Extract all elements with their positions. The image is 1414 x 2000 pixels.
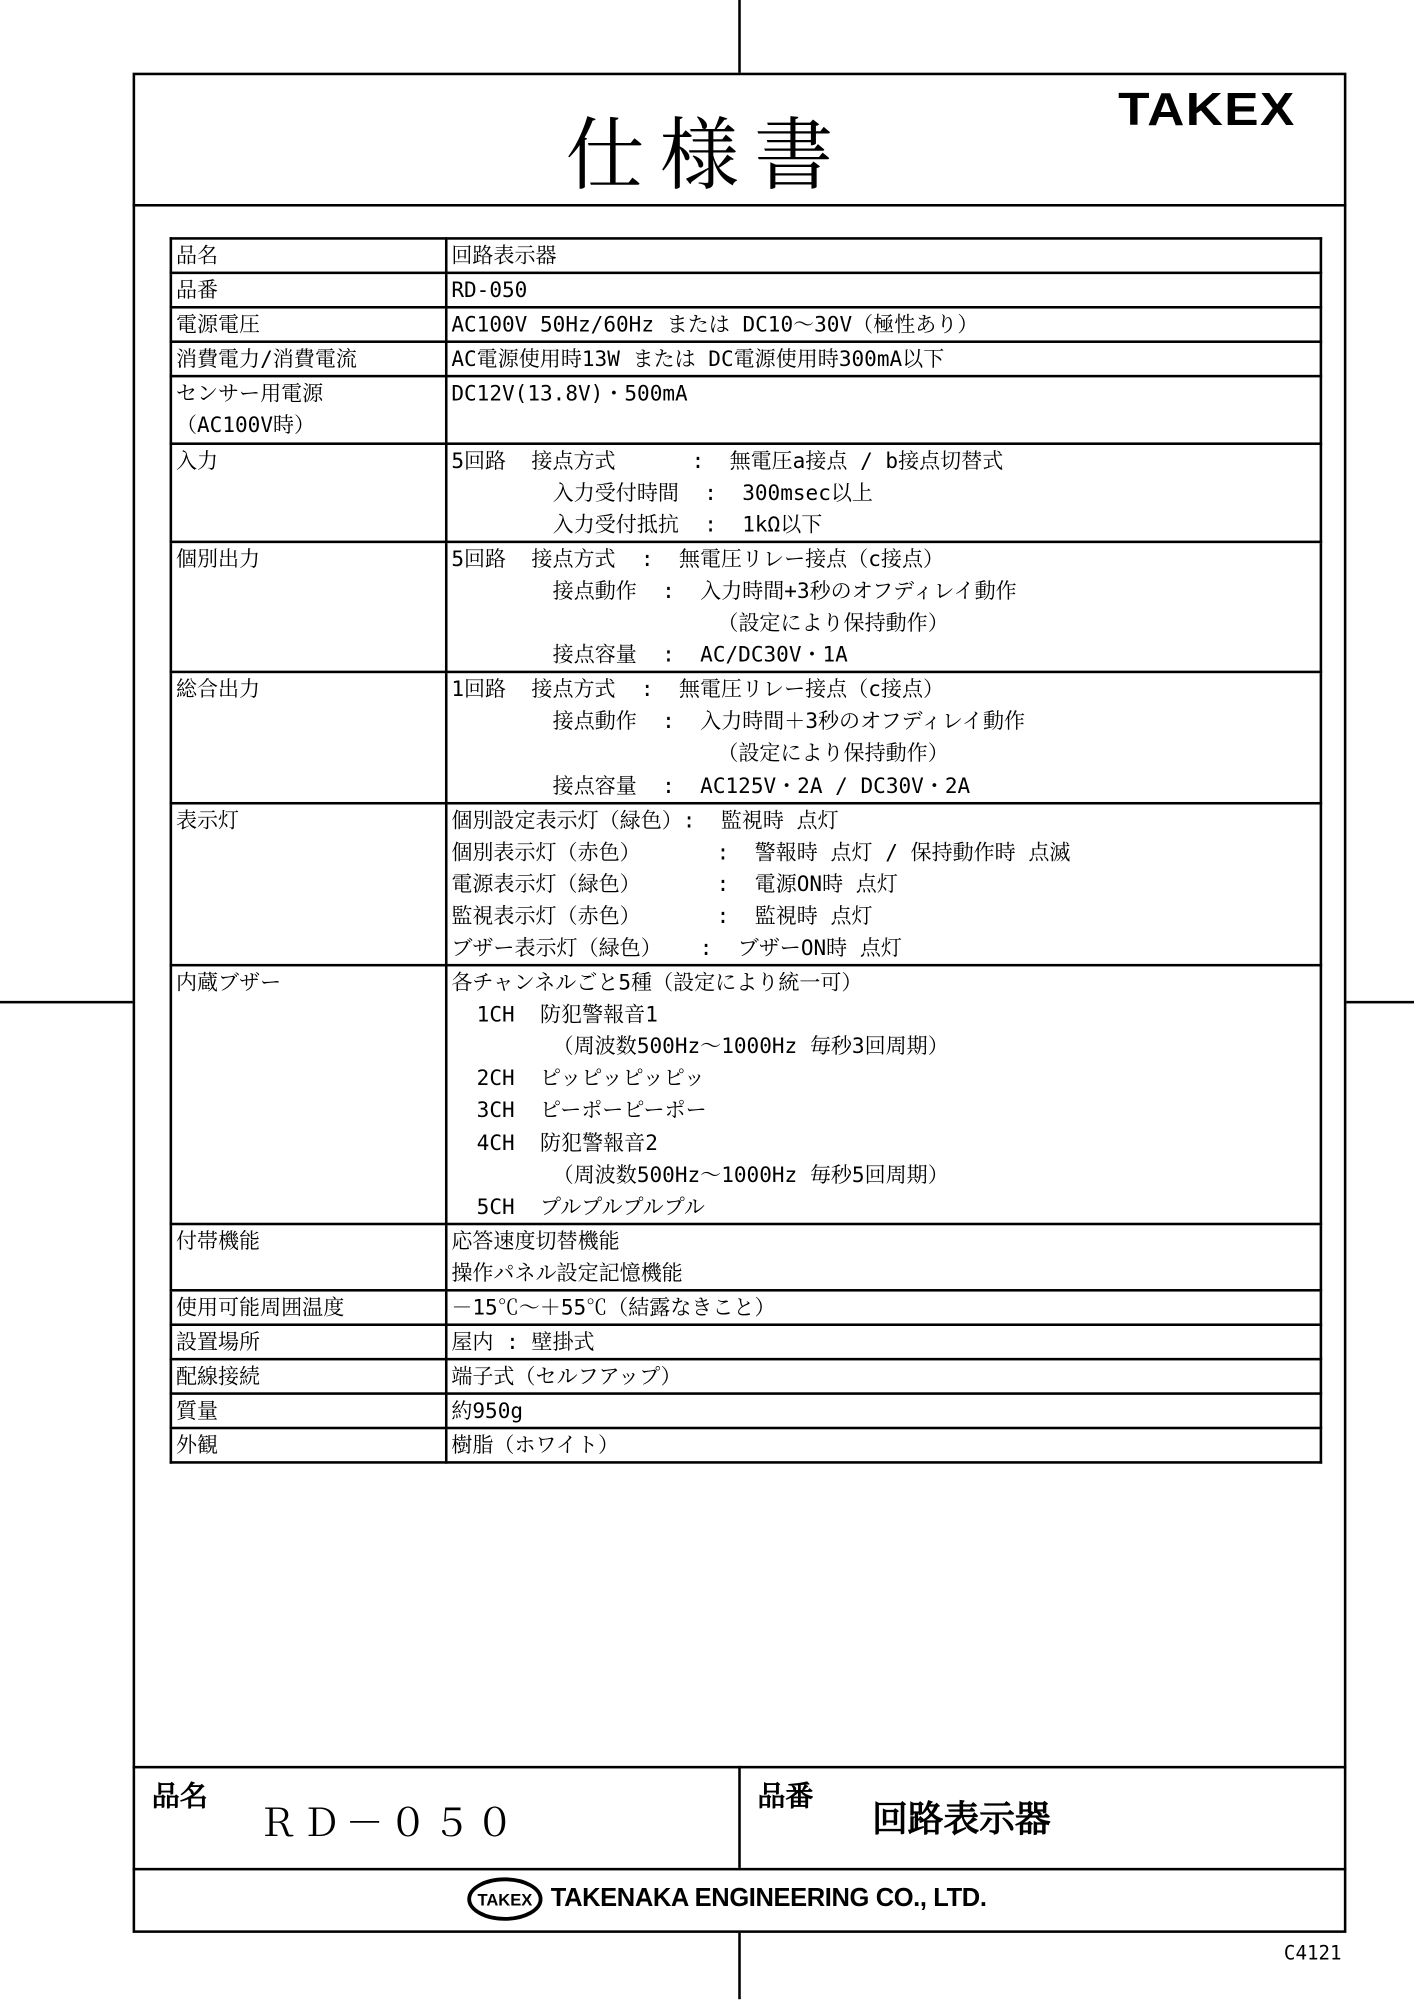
- spec-key-cell-line: センサー用電源: [175, 381, 324, 406]
- spec-value-cell: [446, 273, 1321, 308]
- spec-value-cell-line: 5CH プルプルプルプル: [451, 1194, 705, 1219]
- spec-key-cell: [171, 965, 446, 1224]
- spec-value-cell: [446, 542, 1321, 673]
- spec-value-cell-line: ブザー表示灯（緑色） : ブザーON時 点灯: [451, 935, 902, 961]
- spec-value-cell: [446, 672, 1321, 803]
- spec-value-cell-line: AC100V 50Hz/60Hz または DC10～30V（極性あり）: [451, 312, 979, 337]
- spec-value-cell-line: 操作パネル設定記憶機能: [451, 1260, 683, 1286]
- spec-value-cell-line: 5回路 接点方式 : 無電圧リレー接点（c接点）: [451, 546, 945, 572]
- spec-value-cell-line: 電源表示灯（緑色） : 電源ON時 点灯: [451, 871, 898, 897]
- spec-key-cell-line: [176, 1031, 445, 1063]
- spec-key-cell-line: 配線接続: [175, 1364, 261, 1389]
- brand-logo: TAKEX: [1118, 82, 1296, 136]
- spec-key-cell-line: 付帯機能: [175, 1228, 261, 1254]
- spec-value-cell-line: 端子式（セルフアップ）: [451, 1364, 682, 1389]
- crop-mark-bottom: [738, 1933, 741, 1999]
- takex-emblem: [467, 1877, 543, 1922]
- spec-value-cell-line: 約950g: [451, 1399, 524, 1424]
- crop-mark-top: [738, 0, 741, 73]
- spec-key-cell: [171, 308, 446, 343]
- spec-key-cell: [171, 238, 446, 273]
- spec-value-cell-line: 接点容量 : AC125V・2A / DC30V・2A: [451, 773, 971, 798]
- spec-value-cell-line: 各チャンネルごと5種（設定により統一可）: [451, 970, 863, 995]
- spec-key-cell: [171, 273, 446, 308]
- spec-key-cell-line: [176, 769, 445, 801]
- footer-label-right: 品番: [757, 1781, 814, 1814]
- spec-value-cell: [446, 1224, 1321, 1291]
- spec-key-cell: [171, 803, 446, 966]
- company-name: TAKENAKA ENGINEERING CO., LTD.: [550, 1884, 987, 1913]
- spec-key-cell-line: 外観: [175, 1433, 219, 1458]
- spec-key-cell: [171, 1359, 446, 1394]
- crop-mark-right: [1346, 1001, 1414, 1004]
- spec-value-cell-line: （設定により保持動作）: [451, 610, 949, 635]
- spec-key-cell-line: 表示灯: [175, 807, 240, 833]
- spec-value-cell-line: 屋内 : 壁掛式: [451, 1329, 595, 1355]
- spec-value-cell-line: 1回路 接点方式 : 無電圧リレー接点（c接点）: [451, 677, 945, 702]
- spec-value-cell-line: 接点動作 : 入力時間＋3秒のオフディレイ動作: [451, 709, 1026, 734]
- spec-value-cell-line: 4CH 防犯警報音2: [451, 1130, 658, 1155]
- document-code: C4121: [1283, 1941, 1342, 1965]
- spec-row: [171, 1394, 1321, 1429]
- spec-value-cell-line: （周波数500Hz～1000Hz 毎秒3回周期）: [451, 1034, 949, 1059]
- spec-key-cell-line: [176, 1257, 445, 1289]
- spec-value-cell-line: 3CH ピーポーピーポー: [451, 1098, 707, 1123]
- spec-key-cell: [171, 1325, 446, 1360]
- spec-row: [171, 803, 1321, 966]
- footer-divider-bottom: [133, 1868, 1347, 1871]
- spec-row: [171, 965, 1321, 1224]
- spec-table: [170, 237, 1323, 1464]
- spec-key-cell-line: 設置場所: [175, 1329, 261, 1355]
- spec-value-cell: [446, 803, 1321, 966]
- spec-key-cell: [171, 1224, 446, 1291]
- spec-key-cell-line: [176, 575, 445, 607]
- spec-key-cell: [171, 542, 446, 673]
- crop-mark-left: [0, 1001, 133, 1004]
- spec-key-cell-line: [176, 1190, 445, 1222]
- spec-key-cell-line: （AC100V時）: [175, 413, 316, 438]
- spec-key-cell-line: [176, 1127, 445, 1159]
- spec-value-cell: [446, 1359, 1321, 1394]
- spec-key-cell-line: [176, 607, 445, 639]
- spec-key-cell: [171, 1290, 446, 1325]
- spec-key-cell-line: [176, 508, 445, 540]
- spec-value-cell: [446, 1325, 1321, 1360]
- spec-row: [171, 377, 1321, 444]
- spec-value-cell-line: 5回路 接点方式 : 無電圧a接点 / b接点切替式: [451, 448, 1004, 473]
- spec-value-cell: [446, 965, 1321, 1224]
- footer-value-right: 回路表示器: [872, 1797, 1051, 1840]
- spec-value-cell-line: 2CH ピッピッピッピッ: [451, 1066, 705, 1091]
- spec-key-cell-line: [176, 836, 445, 868]
- spec-value-cell-line: AC電源使用時13W または DC電源使用時300mA以下: [451, 347, 945, 372]
- spec-value-cell-line: （周波数500Hz～1000Hz 毎秒5回周期）: [451, 1162, 949, 1187]
- spec-key-cell-line: 品名: [175, 243, 219, 268]
- spec-key-cell-line: [176, 476, 445, 508]
- spec-key-cell-line: [176, 999, 445, 1031]
- spec-value-cell: [446, 238, 1321, 273]
- spec-value-cell-line: －15℃～＋55℃（結露なきこと）: [451, 1295, 776, 1320]
- spec-value-cell-line: 監視表示灯（赤色） : 監視時 点灯: [451, 903, 873, 929]
- spec-value-cell-line: 1CH 防犯警報音1: [451, 1002, 658, 1027]
- spec-key-cell-line: 個別出力: [175, 546, 261, 572]
- spec-key-cell: [171, 1394, 446, 1429]
- spec-value-cell-line: 個別表示灯（赤色） : 警報時 点灯 / 保持動作時 点滅: [451, 839, 1071, 865]
- spec-value-cell: [446, 377, 1321, 444]
- spec-key-cell-line: 質量: [175, 1399, 219, 1424]
- spec-value-cell: [446, 1394, 1321, 1429]
- spec-row: [171, 1224, 1321, 1291]
- spec-value-cell: [446, 342, 1321, 377]
- spec-key-cell: [171, 672, 446, 803]
- spec-value-cell: [446, 443, 1321, 542]
- spec-value-cell-line: 入力受付抵抗 : 1kΩ以下: [451, 512, 823, 537]
- spec-key-cell: [171, 443, 446, 542]
- spec-key-cell: [171, 342, 446, 377]
- spec-row: [171, 238, 1321, 273]
- spec-value-cell-line: 樹脂（ホワイト）: [451, 1433, 620, 1458]
- spec-row: [171, 273, 1321, 308]
- spec-key-cell-line: 総合出力: [175, 677, 261, 702]
- emblem-text: TAKEX: [477, 1890, 533, 1910]
- spec-key-cell-line: [176, 639, 445, 671]
- spec-row: [171, 1428, 1321, 1463]
- spec-row: [171, 342, 1321, 377]
- spec-value-cell-line: （設定により保持動作）: [451, 741, 949, 766]
- spec-row: [171, 1290, 1321, 1325]
- spec-key-cell-line: [176, 705, 445, 737]
- spec-row: [171, 672, 1321, 803]
- spec-row: [171, 542, 1321, 673]
- spec-value-cell-line: 応答速度切替機能: [451, 1228, 620, 1254]
- spec-key-cell: [171, 1428, 446, 1463]
- spec-key-cell-line: 消費電力/消費電流: [175, 347, 357, 372]
- spec-value-cell-line: DC12V(13.8V)・500mA: [451, 381, 688, 406]
- spec-key-cell-line: 入力: [175, 448, 219, 473]
- spec-key-cell-line: [176, 1095, 445, 1127]
- spec-value-cell: [446, 1428, 1321, 1463]
- spec-key-cell-line: [176, 1158, 445, 1190]
- page-title: 仕様書: [565, 108, 849, 202]
- spec-key-cell-line: 電源電圧: [175, 312, 261, 337]
- footer-value-left: ＲＤ－０５０: [258, 1801, 519, 1847]
- spec-key-cell-line: 使用可能周囲温度: [175, 1295, 345, 1320]
- spec-value-cell: [446, 1290, 1321, 1325]
- spec-key-cell: [171, 377, 446, 444]
- spec-value-cell-line: 入力受付時間 : 300msec以上: [451, 480, 873, 505]
- spec-value-cell: [446, 308, 1321, 343]
- spec-key-cell-line: [176, 1063, 445, 1095]
- spec-key-cell-line: 内蔵ブザー: [175, 970, 282, 995]
- spec-key-cell-line: [176, 900, 445, 932]
- spec-row: [171, 443, 1321, 542]
- spec-value-cell-line: 回路表示器: [451, 243, 557, 268]
- spec-value-cell-line: 個別設定表示灯（緑色）: 監視時 点灯: [451, 807, 839, 833]
- spec-row: [171, 1359, 1321, 1394]
- spec-key-cell-line: [176, 932, 445, 964]
- spec-value-cell-line: 接点動作 : 入力時間+3秒のオフディレイ動作: [451, 578, 1017, 603]
- spec-row: [171, 1325, 1321, 1360]
- spec-value-cell-line: [451, 410, 1319, 442]
- footer-label-left: 品名: [151, 1781, 208, 1814]
- spec-key-cell-line: [176, 737, 445, 769]
- spec-key-cell-line: 品番: [175, 278, 219, 303]
- spec-row: [171, 308, 1321, 343]
- spec-key-cell-line: [176, 868, 445, 900]
- spec-value-cell-line: RD-050: [451, 278, 528, 303]
- footer-divider-middle: [738, 1766, 741, 1868]
- spec-value-cell-line: 接点容量 : AC/DC30V・1A: [451, 642, 848, 667]
